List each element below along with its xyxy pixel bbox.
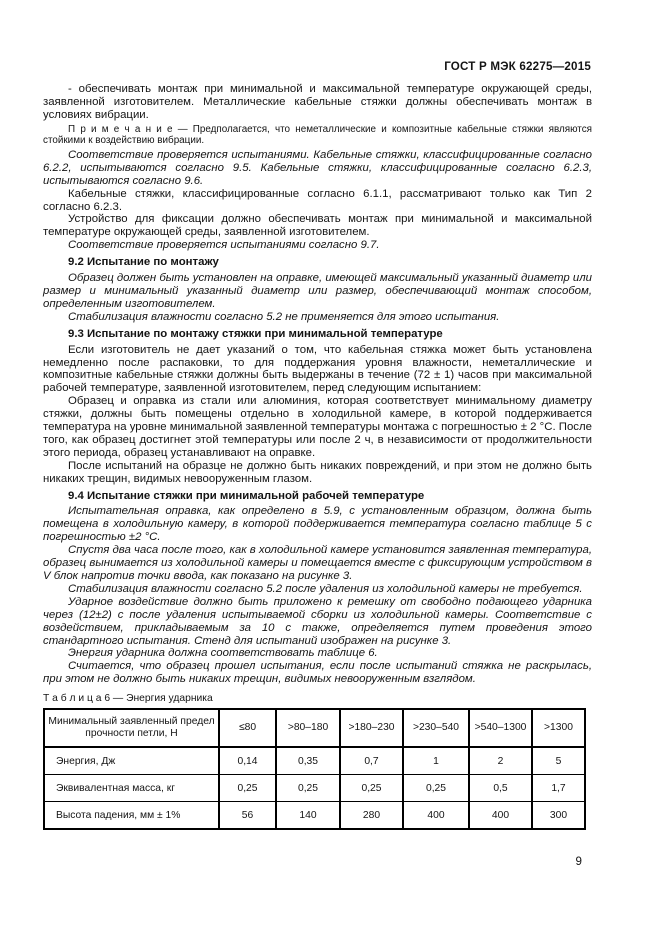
page-number: 9 [575,855,582,868]
table-header-cell: ≤80 [219,709,276,747]
table-cell: 56 [219,802,276,830]
table-header-cell: >1300 [532,709,585,747]
table-header-cell: >180–230 [340,709,403,747]
table-cell: 0,25 [403,775,469,802]
row-label: Высота падения, мм ± 1% [44,802,219,830]
list-item-paragraph: - обеспечивать монтаж при минимальной и максимальной температуре окружающей среды, заявленной изготовителем. Металлические кабельные стяжки должны обеспечивать монтаж в условиях вибрации. [43,83,592,121]
compliance-paragraph: Соответствие проверяется испытаниями согласно 9.7. [68,239,380,252]
table-cell: 140 [276,802,340,830]
paragraph: Энергия ударника должна соответствовать таблице 6. [68,647,378,660]
paragraph: Образец и оправка из стали или алюминия, которая соответствует минимальному диаметру стяжки, должны быть помещены отдельно в холодильной камере, в которой поддерживается температура на уровне минимальной заявленной температуры монтажа с погрешностью ± 2 °С. После того, как образец достигнет этой температуры или после 2 ч, в независимости от продолжительности этого периода, образец устанавливают на оправке. [43,395,592,459]
paragraph: Образец должен быть установлен на оправке, имеющей максимальный указанный диаметр или размер и минимальный указанный диаметр или размер, обеспечивающий монтаж способом, определенным изготовителем. [43,272,592,310]
section-heading-9-4: 9.4 Испытание стяжки при минимальной рабочей температуре [68,489,425,502]
compliance-paragraph: Соответствие проверяется испытаниями. Кабельные стяжки, классифицированные согласно 6.2.2, испытываются согласно 9.5. Кабельные стяжки, классифицированные согласно 6.2.3, испытываются согласно 9.6. [43,148,592,187]
page-content [43,83,592,830]
table-cell: 1 [403,747,469,775]
paragraph: Считается, что образец прошел испытания, если после испытаний стяжка не раскрылась, при этом не должно быть никаких трещин, видимых невооруженным взглядом. [43,660,592,686]
table-header-row [44,709,585,747]
paragraph: Стабилизация влажности согласно 5.2 после удаления из холодильной камеры не требуется. [68,582,583,595]
paragraph: Кабельные стяжки, классифицированные согласно 6.1.1, рассматривают только как Тип 2 согласно 6.2.3. [43,187,592,213]
table-row [44,802,585,830]
table-header-cell: >230–540 [403,709,469,747]
table-cell: 0,25 [219,775,276,802]
paragraph: Устройство для фиксации должно обеспечивать монтаж при минимальной и максимальной температуре окружающей среды, заявленной изготовителем. [43,213,592,239]
table-cell: 0,14 [219,747,276,775]
paragraph: Стабилизация влажности согласно 5.2 не применяется для этого испытания. [68,310,500,323]
table-cell: 300 [532,802,585,830]
table-cell: 0,25 [340,775,403,802]
table-cell: 0,35 [276,747,340,775]
table-caption: Т а б л и ц а 6 — Энергия ударника [43,693,213,705]
table-header-cell: >80–180 [276,709,340,747]
paragraph: Испытательная оправка, как определено в 5.9, с установленным образцом, должна быть помещена в холодильную камеру, в которой поддерживается температура согласно таблице 5 с погрешностью ±2 °С. [43,505,592,544]
paragraph: Ударное воздействие должно быть приложено к ремешку от свободно подающего ударника через (12±2) с после удаления испытываемой сборки из холодильной камеры. Соответствие с воздействием, прикладываемым за 10 с также, определяется путем проведения этого стандартного испытания. Стенд для испытаний изображен на рисунке 3. [43,595,592,647]
table-cell: 5 [532,747,585,775]
table-cell: 0,7 [340,747,403,775]
table-header-cell: >540–1300 [469,709,532,747]
paragraph: Спустя два часа после того, как в холодильной камере установится заявленная температура, образец вынимается из холодильной камеры и помещается вместе с фиксирующим устройством в V блок напротив точки ввода, как показано на рисунке 3. [43,544,592,582]
table-cell: 0,25 [276,775,340,802]
table-cell: 400 [403,802,469,830]
table-cell: 400 [469,802,532,830]
row-label: Энергия, Дж [44,747,219,775]
table-header-cell: Минимальный заявленный предел прочности петли, Н [44,709,219,747]
table-cell: 2 [469,747,532,775]
table-row [44,747,585,775]
table-cell: 1,7 [532,775,585,802]
section-heading-9-3: 9.3 Испытание по монтажу стяжки при минимальной температуре [68,327,443,340]
paragraph: Если изготовитель не дает указаний о том, что кабельная стяжка может быть установлена немедленно после распаковки, то для поддержания уровня влажности, неметаллические и композитные кабельные стяжки должны быть выдержаны в течение (72 ± 1) часов при максимальной рабочей температуре, заявленной изготовителем, перед следующим испытанием: [43,343,592,395]
table-row [44,775,585,802]
row-label: Эквивалентная масса, кг [44,775,219,802]
section-heading-9-2: 9.2 Испытание по монтажу [68,256,219,269]
table-cell: 0,5 [469,775,532,802]
impactor-energy-table [43,708,586,830]
table-cell: 280 [340,802,403,830]
running-header: ГОСТ Р МЭК 62275—2015 [444,60,591,73]
paragraph: После испытаний на образце не должно быть никаких повреждений, и при этом не должно быть никаких трещин, видимых невооруженным глазом. [43,459,592,485]
note-paragraph: П р и м е ч а н и е — Предполагается, что неметаллические и композитные кабельные стяжки являются стойкими к воздействию вибрации. [43,123,592,147]
